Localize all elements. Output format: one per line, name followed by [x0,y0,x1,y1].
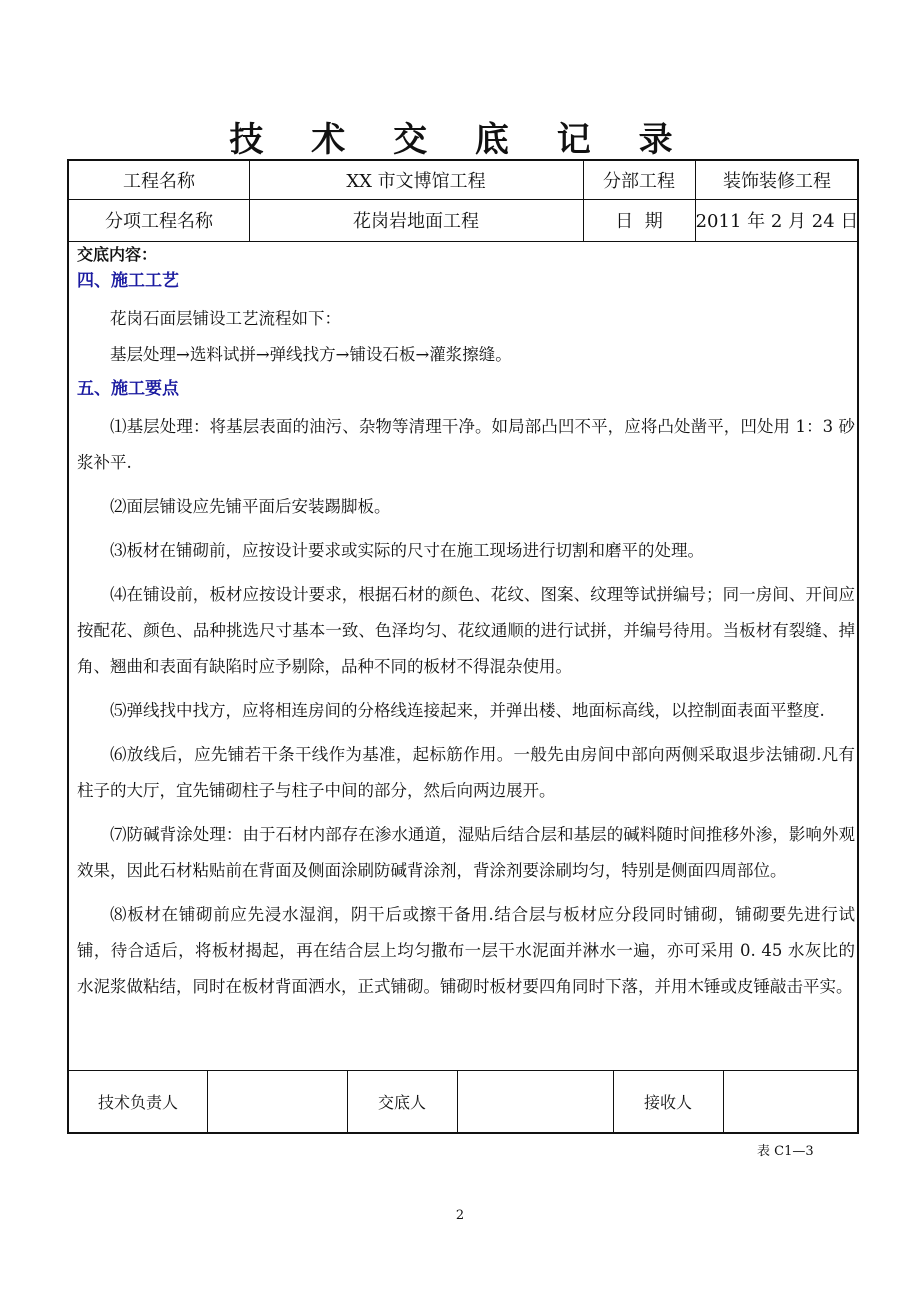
disclosure-content [77,241,855,1013]
discloser-signature-field[interactable] [457,1070,613,1132]
document-title: 技 术 交 底 记 录 [229,120,691,160]
section-heading: 五、施工要点 [77,379,179,399]
receiver-signature-field[interactable] [723,1070,857,1132]
paragraph: ⑸弹线找中找方，应将相连房间的分格线连接起来，并弹出楼、地面标高线，以控制面表面平整度. [110,701,825,720]
paragraph: ⑺防碱背涂处理：由于石材内部存在渗水通道，湿贴后结合层和基层的碱料随时间推移外渗，影响外观效果，因此石材粘贴前在背面及侧面涂刷防碱背涂剂，背涂剂要涂刷均匀，特别是侧面四周部位。 [77,825,855,880]
paragraph: ⑻板材在铺砌前应先浸水湿润，阴干后或擦干备用.结合层与板材应分段同时铺砌，铺砌要先进行试铺，待合适后，将板材揭起，再在结合层上均匀撒布一层干水泥面并淋水一遍，亦可采用 0. 45 水灰比的水泥浆做粘结，同时在板材背面洒水，正式铺砌。铺砌时板材要四角同时下落，并用木锤或皮锤敲击平实。 [77,905,855,996]
discloser-label: 交底人 [377,1092,426,1112]
tech-lead-label: 技术负责人 [97,1092,178,1112]
project-name-value: XX 市文博馆工程 [346,171,486,192]
section-heading: 四、施工工艺 [77,271,179,291]
subitem-value: 花岗岩地面工程 [353,211,479,232]
paragraph: ⑷在铺设前，板材应按设计要求，根据石材的颜色、花纹、图案、纹理等试拼编号；同一房间、开间应按配花、颜色、品种挑选尺寸基本一致、色泽均匀、花纹通顺的进行试拼，并编号待用。当板材有裂缝、掉角、翘曲和表面有缺陷时应予剔除，品种不同的板材不得混杂使用。 [77,585,855,676]
date-value: 2011 年 2 月 24 日 [695,211,859,232]
page-number: 2 [455,1208,465,1223]
flow-intro: 花岗石面层铺设工艺流程如下： [110,309,341,328]
tech-lead-signature-field[interactable] [207,1070,347,1132]
content-label: 交底内容： [77,245,158,264]
division-label: 分部工程 [603,171,675,192]
paragraph: ⑶板材在铺砌前，应按设计要求或实际的尺寸在施工现场进行切割和磨平的处理。 [110,541,704,560]
paragraph: ⑴基层处理：将基层表面的油污、杂物等清理干净。如局部凸凹不平，应将凸处凿平，凹处用 1：3 砂浆补平. [77,417,855,472]
subitem-label: 分项工程名称 [105,211,213,232]
form-number: 表 C1—3 [757,1144,814,1159]
project-name-label: 工程名称 [123,171,195,192]
division-value: 装饰装修工程 [723,171,831,192]
date-label: 日 期 [615,211,663,232]
receiver-label: 接收人 [643,1092,692,1112]
disclosure-form [67,159,859,1134]
paragraph: ⑹放线后，应先铺若干条干线作为基准，起标筋作用。一般先由房间中部向两侧采取退步法铺砌.凡有柱子的大厅，宜先铺砌柱子与柱子中间的部分，然后向两边展开。 [77,745,855,800]
flow-steps: 基层处理→选料试拼→弹线找方→铺设石板→灌浆擦缝。 [110,345,512,364]
paragraph: ⑵面层铺设应先铺平面后安装踢脚板。 [110,497,391,516]
